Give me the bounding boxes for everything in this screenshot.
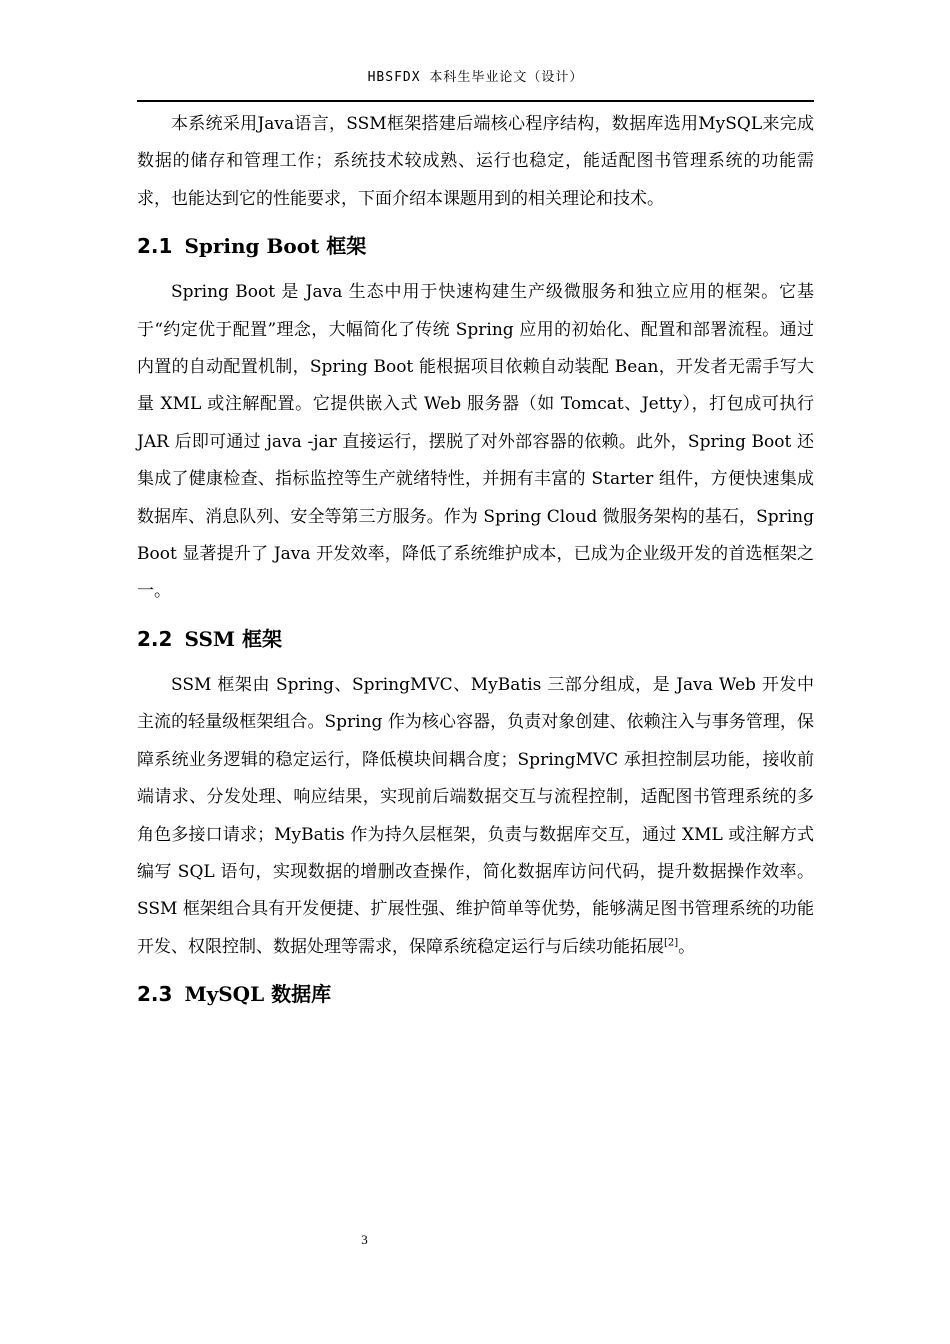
citation-marker[interactable]: [2]	[664, 937, 679, 949]
section-2-1-paragraph: Spring Boot 是 Java 生态中用于快速构建生产级微服务和独立应用的框架。它基于“约定优于配置”理念，大幅简化了传统 Spring 应用的初始化、配置和部署流程。通过内置的自动配置机制，Spring Boot 能根据项目依赖自动装配 Bean，开发者无需手写大量 XML 或注解配置。它提供嵌入式 Web 服务器（如 Tomcat、Jetty），打包成可执行 JAR 后即可通过 java -jar 直接运行，摆脱了对外部容器的依赖。此外，Spring Boot 还集成了健康检查、指标监控等生产就绪特性，并拥有丰富的 Starter 组件，方便快速集成数据库、消息队列、安全等第三方服务。作为 Spring Cloud 微服务架构的基石，Spring Boot 显著提升了 Java 开发效率，降低了系统维护成本，已成为企业级开发的首选框架之一。	[137, 282, 814, 602]
section-number: 2.3	[137, 982, 173, 1007]
section-2-2-text: SSM 框架由 Spring、SpringMVC、MyBatis 三部分组成，是 Java Web 开发中主流的轻量级框架组合。Spring 作为核心容器，负责对象创建、依赖注入与事务管理，保障系统业务逻辑的稳定运行，降低模块间耦合度；SpringMVC 承担控制层功能，接收前端请求、分发处理、响应结果，实现前后端数据交互与流程控制，适配图书管理系统的多角色多接口请求；MyBatis 作为持久层框架，负责与数据库交互，通过 XML 或注解方式编写 SQL 语句，实现数据的增删改查操作，简化数据库访问代码，提升数据操作效率。SSM 框架组合具有开发便捷、扩展性强、维护简单等优势，能够满足图书管理系统的功能开发、权限控制、数据处理等需求，保障系统稳定运行与后续功能拓展	[137, 674, 814, 957]
page-number: 3	[361, 1232, 368, 1247]
section-number: 2.1	[137, 234, 173, 259]
section-heading-2-3	[137, 976, 814, 1012]
section-number: 2.2	[137, 626, 173, 651]
section-heading-2-1	[137, 228, 814, 264]
section-2-2-paragraph	[137, 667, 814, 966]
section-heading-2-2	[137, 621, 814, 657]
page-body	[137, 106, 814, 1022]
intro-paragraph: 本系统采用Java语言，SSM框架搭建后端核心程序结构，数据库选用MySQL来完成数据的储存和管理工作；系统技术较成熟、运行也稳定，能适配图书管理系统的功能需求，也能达到它的性能要求，下面介绍本课题用到的相关理论和技术。	[137, 114, 814, 209]
section-2-2-end: 。	[678, 936, 696, 957]
section-title: MySQL 数据库	[184, 982, 332, 1007]
section-title: Spring Boot 框架	[184, 234, 367, 259]
running-header: HBSFDX 本科生毕业论文（设计）	[367, 70, 584, 85]
header-rule	[137, 100, 814, 102]
section-title: SSM 框架	[184, 626, 282, 651]
